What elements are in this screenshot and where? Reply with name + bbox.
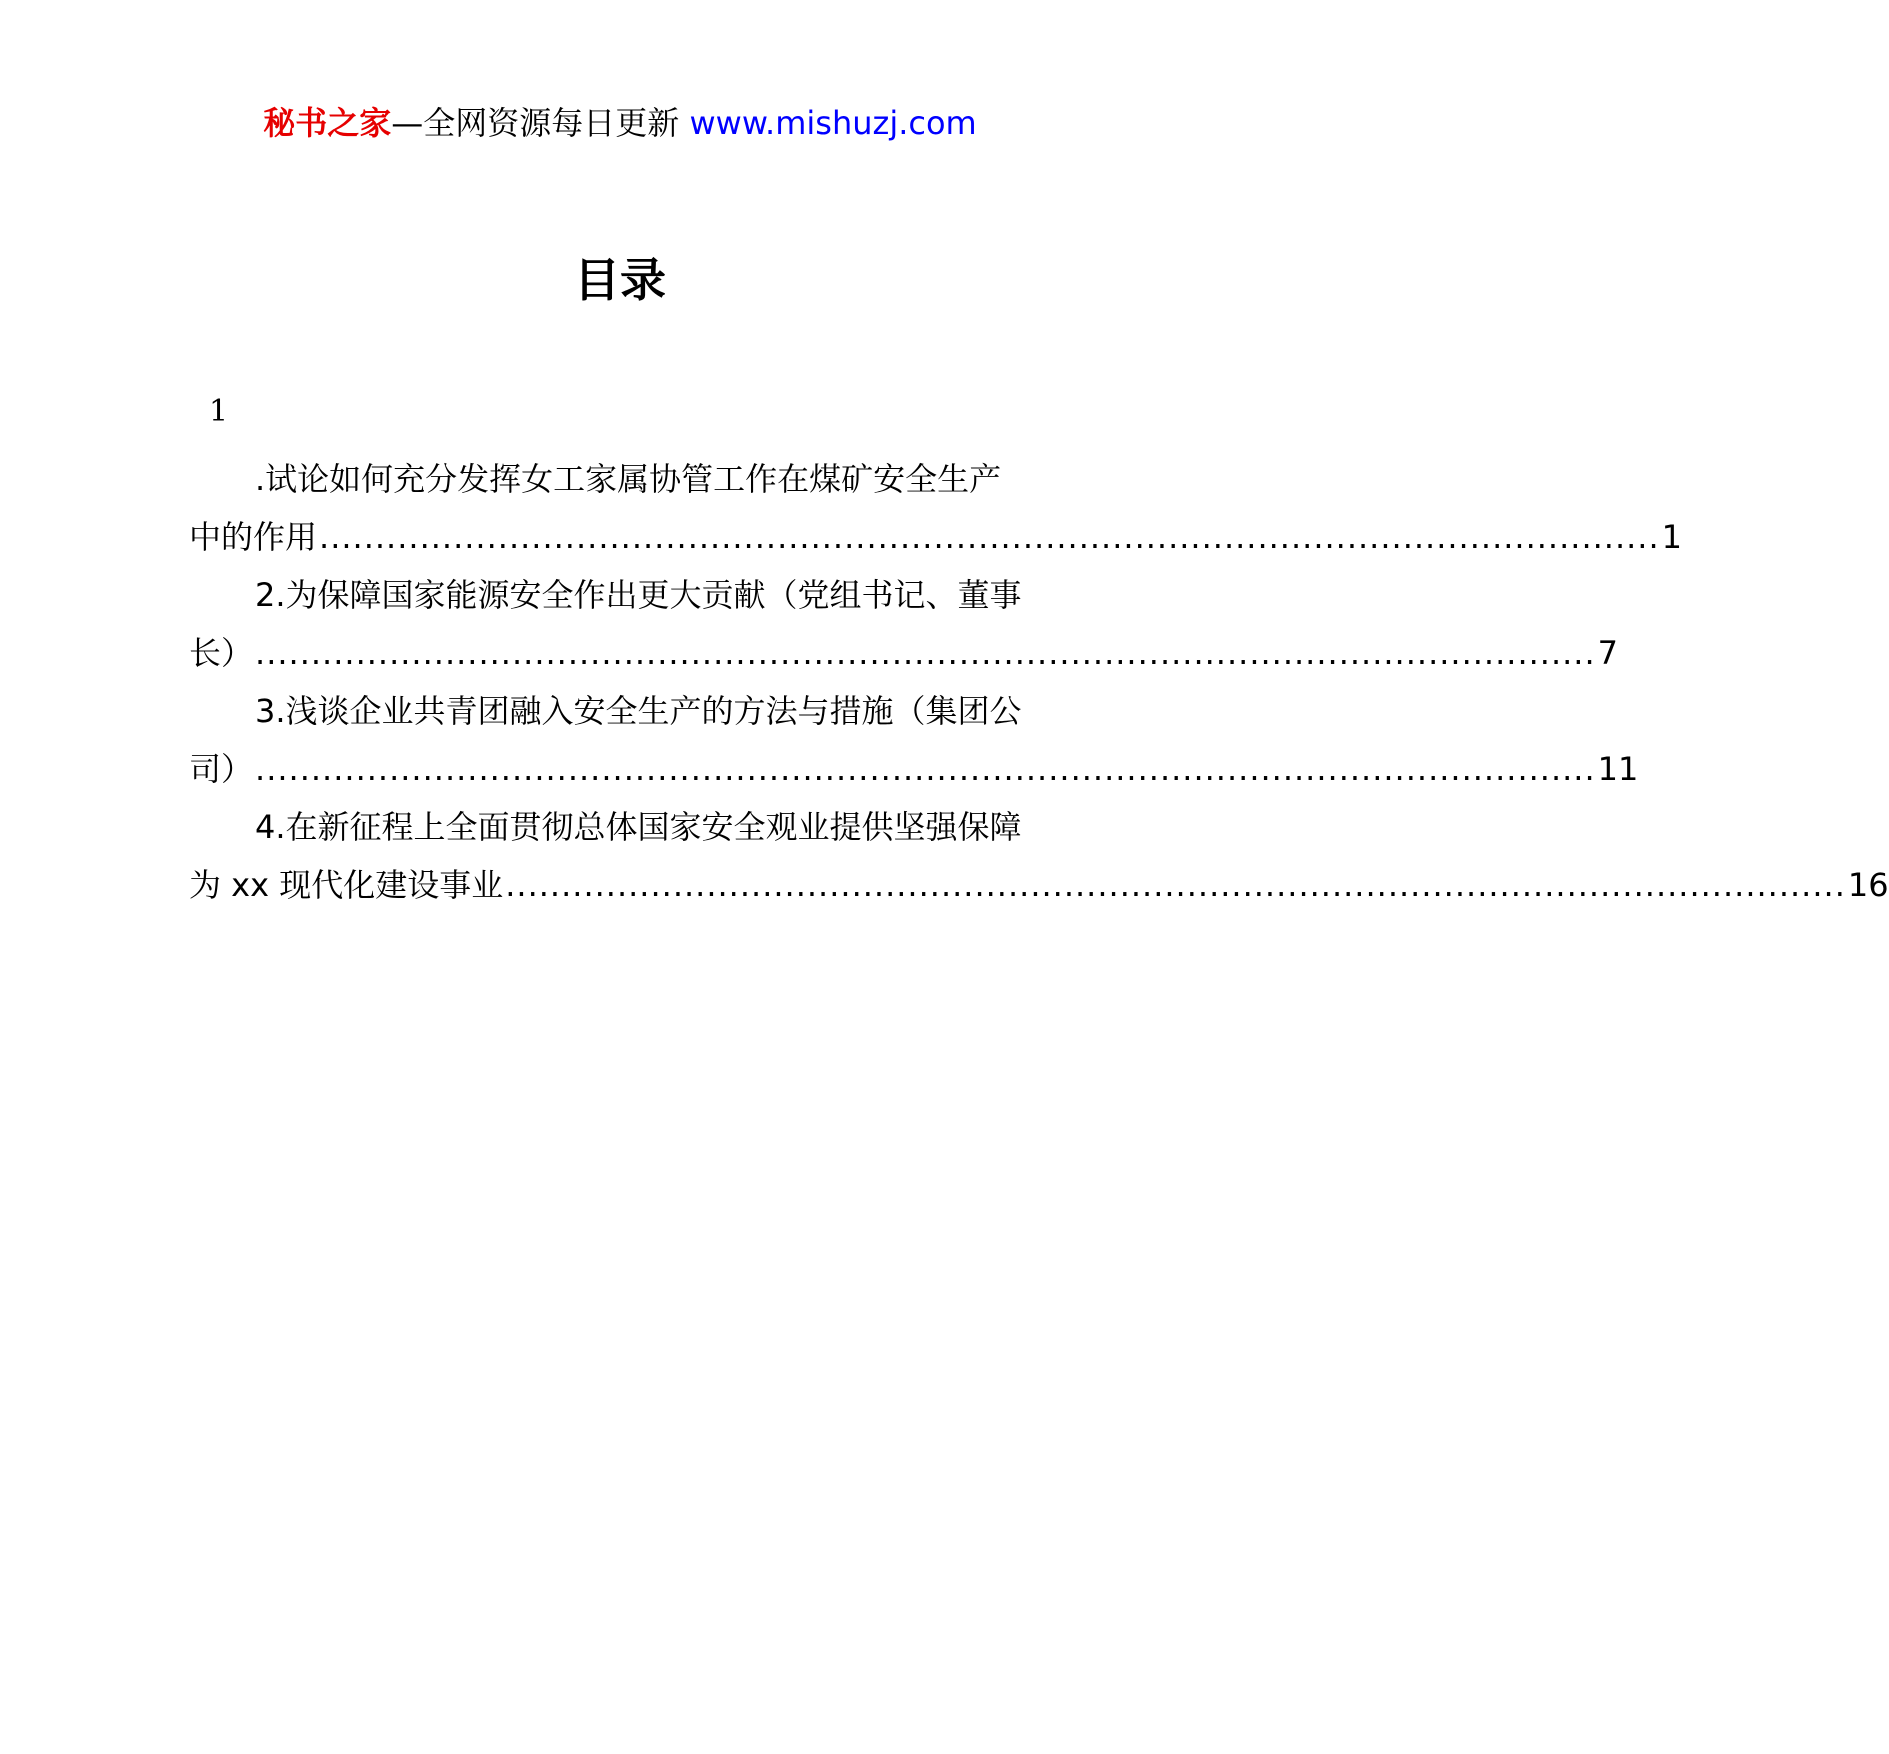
toc-entry-2-page: 7 [1597, 634, 1618, 672]
toc-dot-leader: ........................................................................................................................ [319, 518, 1660, 556]
toc-entry-1-title-end: 中的作用 [189, 518, 318, 556]
toc-entry-1-title-start: .试论如何充分发挥女工家属协管工作在煤矿安全生产 [255, 460, 1002, 498]
page-title: 目录 [574, 253, 666, 307]
toc-entry-1-line1[interactable] [255, 454, 1053, 504]
toc-entry-2-line2[interactable] [189, 628, 1618, 678]
toc-dot-leader: ........................................................................................................................ [505, 866, 1846, 904]
toc-entry-1-page: 1 [1661, 518, 1682, 556]
toc-entry-2-title-end: 长） [189, 634, 254, 672]
toc-entry-3-title-end: 司） [189, 750, 254, 788]
toc-entry-3-page: 11 [1597, 750, 1639, 788]
toc-entry-4-title-start: 4.在新征程上全面贯彻总体国家安全观业提供坚强保障 [255, 808, 1022, 846]
toc-entry-4-page: 16 [1847, 866, 1889, 904]
toc-entry-2-title-start: 2.为保障国家能源安全作出更大贡献（党组书记、董事 [255, 576, 1022, 614]
toc-dot-leader: ........................................................................................................................ [255, 750, 1596, 788]
site-link[interactable]: www.mishuzj.com [689, 104, 977, 142]
toc-entry-3-title-start: 3.浅谈企业共青团融入安全生产的方法与措施（集团公 [255, 692, 1022, 730]
toc-entry-2-line1[interactable] [255, 570, 1053, 620]
toc-dot-leader: ........................................................................................................................ [255, 634, 1596, 672]
toc-entry-3-line2[interactable] [189, 744, 1639, 794]
brand-name: 秘书之家 [263, 104, 392, 142]
toc-entry-1-line2[interactable] [189, 512, 1682, 562]
toc-entry-4-line2[interactable] [189, 860, 1889, 910]
toc-entry-4-title-end: 为 xx 现代化建设事业 [189, 866, 504, 904]
toc-entry-1-number: 1 [209, 394, 229, 429]
page-header [0, 101, 1240, 145]
toc-entry-3-line1[interactable] [255, 686, 1053, 736]
toc-entry-4-line1[interactable] [255, 802, 1053, 852]
header-tagline: —全网资源每日更新 [391, 104, 680, 142]
